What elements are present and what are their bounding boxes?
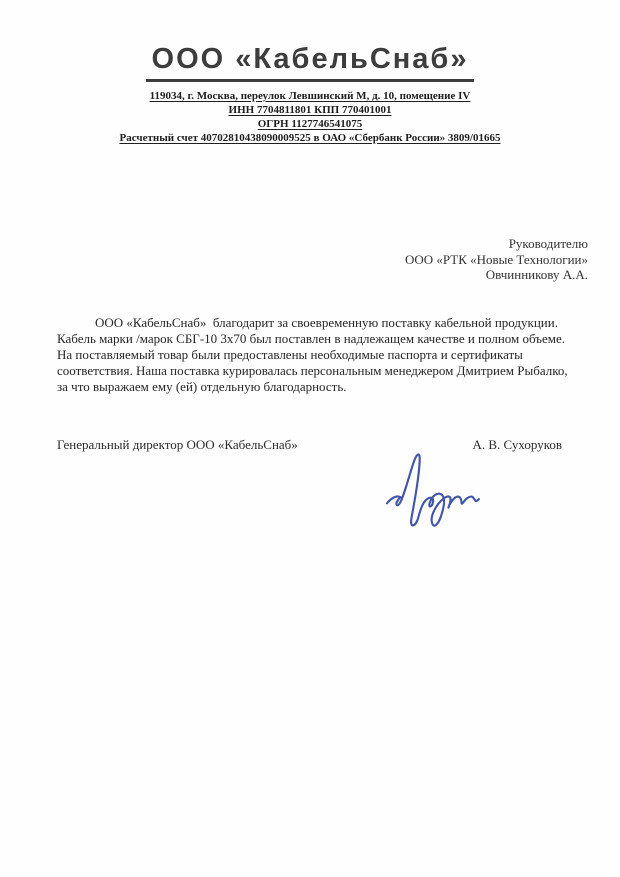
recipient-line-company: ООО «РТК «Новые Технологии» bbox=[404, 251, 588, 267]
handwritten-signature bbox=[383, 450, 485, 532]
recipient-line-position: Руководителю bbox=[508, 236, 588, 251]
letter-body-paragraph: ООО «КабельСнаб» благодарит за своевременную поставку кабельной продукции. Кабель марки /марок СБГ-10 3х70 был поставлен в надлежащем качестве и полном объеме. На поставляемый товар были предоставлены необходимые паспорта и сертификаты соответствия. Наша поставка курировалась персональным менеджером Дмитрием Рыбалко, за что выражаем ему (ей) отдельную благодарность. bbox=[57, 315, 571, 394]
signature-row bbox=[0, 437, 620, 453]
signer-position-title: Генеральный директор ООО «КабельСнаб» bbox=[57, 437, 298, 452]
letterhead-inn-kpp-line: ИНН 7704811801 КПП 770401001 bbox=[228, 103, 392, 116]
signer-name: А. В. Сухоруков bbox=[472, 437, 562, 452]
recipient-line-person: Овчинникову А.А. bbox=[485, 267, 588, 282]
signature-stroke bbox=[387, 455, 479, 526]
letterhead-details bbox=[0, 89, 620, 145]
letterhead-ogrn-line: ОГРН 1127746541075 bbox=[257, 117, 363, 130]
recipient-block bbox=[405, 236, 588, 283]
letterhead-bank-account-line: Расчетный счет 40702810438090009525 в ОАО «Сбербанк России» 3809/01665 bbox=[119, 131, 501, 144]
letterhead bbox=[0, 42, 620, 145]
company-name: ООО «КабельСнаб» bbox=[146, 42, 475, 82]
letterhead-address-line: 119034, г. Москва, переулок Левшинский М, д. 10, помещение IV bbox=[149, 89, 471, 102]
